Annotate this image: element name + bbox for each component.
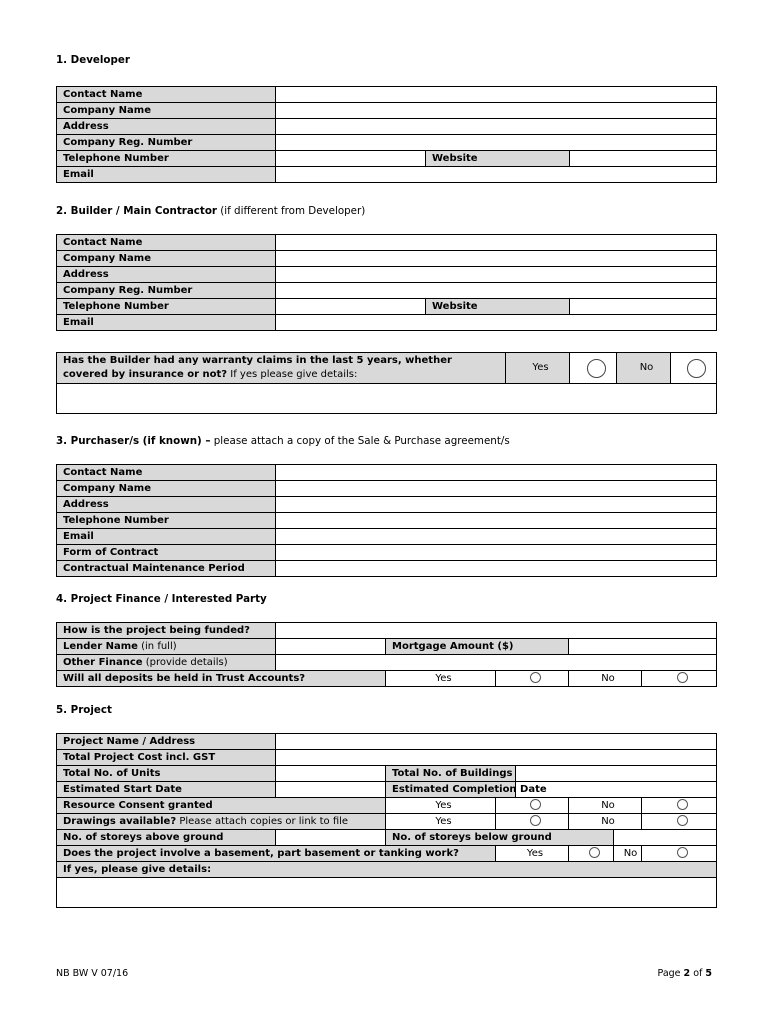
warranty-question: Has the Builder had any warranty claims in the last 5 years, whether covered by insurance or not? If yes please give details:: [57, 353, 506, 384]
label-project-name: Project Name / Address: [57, 734, 276, 750]
label-email: Email: [57, 529, 276, 545]
trust-yes-label: Yes: [386, 671, 496, 687]
developer-contact-name-field[interactable]: [276, 87, 717, 103]
consent-yes-radio[interactable]: [530, 799, 541, 810]
developer-address-field[interactable]: [276, 119, 717, 135]
project-name-field[interactable]: [276, 734, 717, 750]
label-telephone: Telephone Number: [57, 151, 276, 167]
label-company-reg: Company Reg. Number: [57, 283, 276, 299]
purchaser-contact-name-field[interactable]: [276, 465, 717, 481]
basement-no-cell: [642, 846, 717, 862]
builder-contact-name-field[interactable]: [276, 235, 717, 251]
builder-table: [56, 234, 717, 331]
trust-yes-cell: [496, 671, 569, 687]
finance-table: [56, 622, 717, 687]
total-cost-field[interactable]: [276, 750, 717, 766]
label-total-cost: Total Project Cost incl. GST: [57, 750, 276, 766]
label-consent: Resource Consent granted: [57, 798, 386, 814]
trust-no-cell: [642, 671, 717, 687]
drawings-no-radio[interactable]: [677, 815, 688, 826]
developer-table: [56, 86, 717, 183]
basement-yes-radio[interactable]: [589, 847, 600, 858]
basement-no-radio[interactable]: [677, 847, 688, 858]
section4-heading: 4. Project Finance / Interested Party: [56, 593, 267, 605]
builder-email-field[interactable]: [276, 315, 717, 331]
label-drawings: Drawings available? Please attach copies or link to file: [57, 814, 386, 830]
consent-no-label: No: [569, 798, 642, 814]
label-buildings: Total No. of Buildings: [386, 766, 516, 782]
start-date-field[interactable]: [276, 782, 386, 798]
label-address: Address: [57, 119, 276, 135]
builder-website-field[interactable]: [570, 299, 717, 315]
section5-heading: 5. Project: [56, 704, 112, 716]
footer-code: NB BW V 07/16: [56, 968, 129, 979]
developer-telephone-field[interactable]: [276, 151, 426, 167]
developer-company-name-field[interactable]: [276, 103, 717, 119]
label-address: Address: [57, 497, 276, 513]
mortgage-field[interactable]: [569, 639, 717, 655]
label-company-name: Company Name: [57, 251, 276, 267]
warranty-yes-cell: [570, 353, 617, 384]
label-company-name: Company Name: [57, 103, 276, 119]
buildings-field[interactable]: [516, 766, 717, 782]
project-table: [56, 733, 717, 908]
storeys-below-field[interactable]: [614, 830, 717, 846]
units-field[interactable]: [276, 766, 386, 782]
warranty-table: [56, 352, 717, 414]
label-completion-date: Estimated Completion Date: [386, 782, 516, 798]
developer-website-field[interactable]: [570, 151, 717, 167]
consent-yes-cell: [496, 798, 569, 814]
label-company-reg: Company Reg. Number: [57, 135, 276, 151]
label-basement: Does the project involve a basement, part basement or tanking work?: [57, 846, 496, 862]
label-other-finance: Other Finance (provide details): [57, 655, 276, 671]
builder-address-field[interactable]: [276, 267, 717, 283]
trust-yes-radio[interactable]: [530, 672, 541, 683]
drawings-yes-cell: [496, 814, 569, 830]
section1-heading: 1. Developer: [56, 54, 130, 66]
label-company-name: Company Name: [57, 481, 276, 497]
label-website: Website: [426, 151, 570, 167]
label-storeys-above: No. of storeys above ground: [57, 830, 276, 846]
basement-yes-label: Yes: [496, 846, 569, 862]
label-address: Address: [57, 267, 276, 283]
label-contact-name: Contact Name: [57, 87, 276, 103]
label-website: Website: [426, 299, 570, 315]
purchaser-form-of-contract-field[interactable]: [276, 545, 717, 561]
label-lender: Lender Name (in full): [57, 639, 276, 655]
warranty-no-radio[interactable]: [687, 359, 706, 378]
consent-no-radio[interactable]: [677, 799, 688, 810]
builder-telephone-field[interactable]: [276, 299, 426, 315]
page-number: Page 2 of 5: [657, 968, 712, 979]
storeys-above-field[interactable]: [276, 830, 386, 846]
consent-no-cell: [642, 798, 717, 814]
warranty-no-cell: [671, 353, 717, 384]
warranty-no-label: No: [617, 353, 671, 384]
label-trust: Will all deposits be held in Trust Accounts?: [57, 671, 386, 687]
purchaser-company-name-field[interactable]: [276, 481, 717, 497]
section3-heading: 3. Purchaser/s (if known) – please attach a copy of the Sale & Purchase agreement/s: [56, 435, 510, 447]
purchaser-telephone-field[interactable]: [276, 513, 717, 529]
consent-yes-label: Yes: [386, 798, 496, 814]
label-start-date: Estimated Start Date: [57, 782, 276, 798]
label-funded: How is the project being funded?: [57, 623, 276, 639]
purchaser-address-field[interactable]: [276, 497, 717, 513]
label-basement-details: If yes, please give details:: [57, 862, 717, 878]
builder-company-name-field[interactable]: [276, 251, 717, 267]
funded-field[interactable]: [276, 623, 717, 639]
purchaser-table: [56, 464, 717, 577]
label-email: Email: [57, 167, 276, 183]
other-finance-field[interactable]: [276, 655, 717, 671]
trust-no-label: No: [569, 671, 642, 687]
basement-yes-cell: [569, 846, 614, 862]
warranty-yes-label: Yes: [506, 353, 570, 384]
trust-no-radio[interactable]: [677, 672, 688, 683]
builder-company-reg-field[interactable]: [276, 283, 717, 299]
drawings-no-label: No: [569, 814, 642, 830]
drawings-no-cell: [642, 814, 717, 830]
purchaser-maintenance-period-field[interactable]: [276, 561, 717, 577]
section2-heading: 2. Builder / Main Contractor (if different from Developer): [56, 205, 366, 217]
label-storeys-below: No. of storeys below ground: [386, 830, 614, 846]
basement-no-label: No: [614, 846, 642, 862]
label-maintenance-period: Contractual Maintenance Period: [57, 561, 276, 577]
label-contact-name: Contact Name: [57, 235, 276, 251]
label-telephone: Telephone Number: [57, 513, 276, 529]
label-form-of-contract: Form of Contract: [57, 545, 276, 561]
warranty-details-field[interactable]: [57, 384, 717, 414]
label-mortgage: Mortgage Amount ($): [386, 639, 569, 655]
warranty-yes-radio[interactable]: [587, 359, 606, 378]
lender-field[interactable]: [276, 639, 386, 655]
drawings-yes-label: Yes: [386, 814, 496, 830]
developer-email-field[interactable]: [276, 167, 717, 183]
label-units: Total No. of Units: [57, 766, 276, 782]
developer-company-reg-field[interactable]: [276, 135, 717, 151]
label-contact-name: Contact Name: [57, 465, 276, 481]
label-telephone: Telephone Number: [57, 299, 276, 315]
purchaser-email-field[interactable]: [276, 529, 717, 545]
drawings-yes-radio[interactable]: [530, 815, 541, 826]
basement-details-field[interactable]: [57, 878, 717, 908]
label-email: Email: [57, 315, 276, 331]
